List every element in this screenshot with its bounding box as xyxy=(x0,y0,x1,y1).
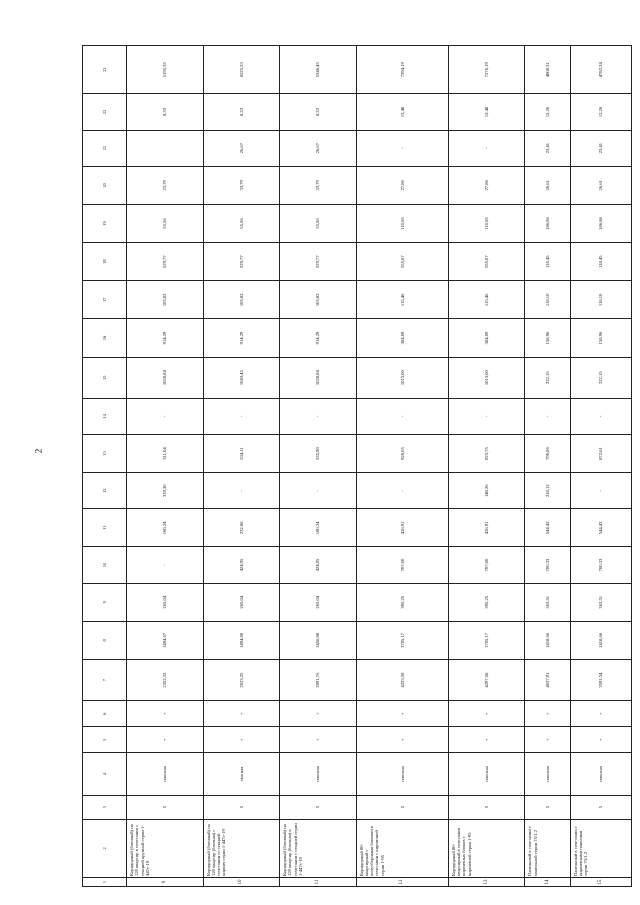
table-cell-c12: 319,36 xyxy=(126,473,203,509)
row-number: 12 xyxy=(356,877,448,886)
column-number: 21 xyxy=(83,130,127,166)
table-cell-c7: 4037,91 xyxy=(525,660,571,701)
column-number: 16 xyxy=(83,319,127,357)
table-cell-c17: 118,10 xyxy=(570,281,631,319)
table-cell-c18: 529,77 xyxy=(203,243,280,281)
table-cell-c21 xyxy=(126,130,203,166)
table-cell-c18: 118,45 xyxy=(570,243,631,281)
table-cell-c22: 8,33 xyxy=(126,94,203,130)
table-cell-c13: 534,11 xyxy=(203,434,280,472)
building-type-cell: Коридорный (блочный) на 120 квартир (блочная) в сочетании с секцией серии 1-447с-19 xyxy=(280,819,357,877)
row-number: 9 xyxy=(126,877,203,886)
table-cell-c4: скатная xyxy=(203,753,280,795)
table-cell-c9: 265,04 xyxy=(203,583,280,621)
table-row xyxy=(356,46,448,887)
table-cell-c20: 33,79 xyxy=(280,166,357,204)
table-cell-c6: + xyxy=(448,701,525,727)
column-number: 12 xyxy=(83,473,127,509)
column-number: 14 xyxy=(83,398,127,434)
table-cell-c18: 118,45 xyxy=(525,243,571,281)
table-cell-c15: 1043,45 xyxy=(203,357,280,398)
table-cell-c23: 7276,19 xyxy=(448,46,525,94)
table-cell-c21: 23,41 xyxy=(525,130,571,166)
table-cell-c18: 529,77 xyxy=(280,243,357,281)
column-number: 20 xyxy=(83,166,127,204)
column-number: 2 xyxy=(83,819,127,877)
table-cell-c4: плоская xyxy=(448,753,525,795)
table-cell-c20: 27,86 xyxy=(356,166,448,204)
table-cell-c19: 110,65 xyxy=(356,204,448,242)
column-number: 11 xyxy=(83,509,127,547)
table-cell-c12: - xyxy=(356,473,448,509)
column-number: 8 xyxy=(83,621,127,659)
table-cell-c9: 363,51 xyxy=(525,583,571,621)
table-cell-c16: 914,29 xyxy=(203,319,280,357)
table-cell-c23: 4808,31 xyxy=(525,46,571,94)
table-cell-c20: 26,61 xyxy=(525,166,571,204)
table-cell-c14: - xyxy=(280,398,357,434)
table-cell-c10: 700,33 xyxy=(525,547,571,583)
table-cell-c13: 928,05 xyxy=(356,434,448,472)
table-cell-c13: 790,86 xyxy=(525,434,571,472)
table-cell-c20: 26,61 xyxy=(570,166,631,204)
table-cell-c16: 914,29 xyxy=(126,319,203,357)
row-number: 14 xyxy=(525,877,571,886)
table-cell-c4: плоская xyxy=(126,753,203,795)
table-cell-c16: 158,96 xyxy=(525,319,571,357)
table-cell-c10: 424,95 xyxy=(203,547,280,583)
table-cell-c17: 103,82 xyxy=(203,281,280,319)
table-cell-c21: 26,67 xyxy=(203,130,280,166)
table-cell-c7: 2023,25 xyxy=(203,660,280,701)
building-type-cell: Коридорный (блочный) на 120 квартир (блочная) с сочетании со секцией кирпич серии 1-447с-19 xyxy=(203,819,280,877)
table-cell-c10: 424,95 xyxy=(280,547,357,583)
table-cell-c19: 55,56 xyxy=(126,204,203,242)
table-cell-c5: + xyxy=(126,727,203,753)
table-cell-c8: 1456,88 xyxy=(280,621,357,659)
table-cell-c8: 1705,17 xyxy=(356,621,448,659)
table-cell-c22: 8,33 xyxy=(280,94,357,130)
table-cell-c9: 395,25 xyxy=(448,583,525,621)
column-number: 5 xyxy=(83,727,127,753)
table-cell-c16: 914,29 xyxy=(280,319,357,357)
table-cell-c18: 529,77 xyxy=(126,243,203,281)
table-cell-c17: 115,46 xyxy=(356,281,448,319)
table-cell-c11: 232,86 xyxy=(203,509,280,547)
table-cell-c22: 13,48 xyxy=(356,94,448,130)
table-cell-c22: 12,26 xyxy=(570,94,631,130)
table-cell-c12: - xyxy=(280,473,357,509)
table-cell-c22: 12,26 xyxy=(525,94,571,130)
table-row xyxy=(126,46,203,887)
table-row xyxy=(570,46,631,887)
column-number: 19 xyxy=(83,204,127,242)
table-cell-c21: 26,67 xyxy=(280,130,357,166)
column-number: 10 xyxy=(83,547,127,583)
table-cell-c19: 186,86 xyxy=(570,204,631,242)
table-cell-c15: 222,15 xyxy=(525,357,571,398)
table-cell-c5: + xyxy=(356,727,448,753)
building-type-cell: Коридорный 80-квартирный с полусборными блоками в сочетании с кирпичной серии 1-95 xyxy=(356,819,448,877)
table-cell-c11: 544,43 xyxy=(525,509,571,547)
table-cell-c6: + xyxy=(570,701,631,727)
table-cell-c17: 115,46 xyxy=(448,281,525,319)
table-cell-c20: 33,79 xyxy=(203,166,280,204)
column-number: 4 xyxy=(83,753,127,795)
table-cell-c11: 544,43 xyxy=(570,509,631,547)
table-cell-c4: плоская xyxy=(570,753,631,795)
table-cell-c23: 6525,53 xyxy=(203,46,280,94)
building-type-cell: Панельный в сочетании с кирпичными панелями серии 75/1.2 xyxy=(570,819,631,877)
table-cell-c11: 426,91 xyxy=(448,509,525,547)
table-cell-c3: 5 xyxy=(356,795,448,819)
table-cell-c18: 555,07 xyxy=(356,243,448,281)
column-number: 18 xyxy=(83,243,127,281)
table-cell-c16: 384,09 xyxy=(448,319,525,357)
table-cell-c15: 1013,00 xyxy=(356,357,448,398)
table-cell-c14: - xyxy=(203,398,280,434)
table-wrapper xyxy=(82,45,632,887)
column-number: 13 xyxy=(83,434,127,472)
table-cell-c4: плоская xyxy=(525,753,571,795)
column-number: 9 xyxy=(83,583,127,621)
table-cell-c7: 3591,34 xyxy=(570,660,631,701)
table-cell-c12: 218,12 xyxy=(525,473,571,509)
column-number: 6 xyxy=(83,701,127,727)
table-cell-c18: 555,07 xyxy=(448,243,525,281)
table-cell-c16: 384,09 xyxy=(356,319,448,357)
table-cell-c14: - xyxy=(356,398,448,434)
table-cell-c17: 103,82 xyxy=(280,281,357,319)
table-cell-c11: 426,91 xyxy=(356,509,448,547)
table-cell-c20: 27,86 xyxy=(448,166,525,204)
page-number: 2 xyxy=(33,448,44,454)
table-cell-c19: 186,86 xyxy=(525,204,571,242)
building-type-cell: Коридорный (блочный) на 120 квартир в сочетании с секцией крупной серии 1-447с-19 xyxy=(126,819,203,877)
cost-table xyxy=(82,45,632,887)
table-row xyxy=(203,46,280,887)
table-cell-c13: 872,61 xyxy=(570,434,631,472)
column-number-row xyxy=(83,46,127,887)
row-number: 15 xyxy=(570,877,631,886)
table-cell-c13: 311,04 xyxy=(126,434,203,472)
table-cell-c14: - xyxy=(570,398,631,434)
column-number: 22 xyxy=(83,94,127,130)
table-cell-c5: + xyxy=(203,727,280,753)
table-cell-c7: 2352,33 xyxy=(126,660,203,701)
table-cell-c12: - xyxy=(203,473,280,509)
table-cell-c4: плоская xyxy=(356,753,448,795)
table-cell-c6: + xyxy=(203,701,280,727)
table-cell-c13: 535,90 xyxy=(280,434,357,472)
table-cell-c6: + xyxy=(525,701,571,727)
table-cell-c3: 5 xyxy=(448,795,525,819)
table-row xyxy=(525,46,571,887)
table-cell-c13: 823,75 xyxy=(448,434,525,472)
table-cell-c6: + xyxy=(356,701,448,727)
table-cell-c16: 158,96 xyxy=(570,319,631,357)
table-cell-c9: 363,51 xyxy=(570,583,631,621)
table-cell-c10: - xyxy=(126,547,203,583)
table-cell-c3: 5 xyxy=(126,795,203,819)
column-number: 15 xyxy=(83,357,127,398)
table-cell-c3: 5 xyxy=(525,795,571,819)
table-cell-c3: 5 xyxy=(203,795,280,819)
table-cell-c15: 1013,00 xyxy=(448,357,525,398)
table-cell-c11: 180,24 xyxy=(280,509,357,547)
table-cell-c10: 707,00 xyxy=(448,547,525,583)
table-cell-c21: - xyxy=(448,130,525,166)
table-cell-c7: 4325,58 xyxy=(356,660,448,701)
table-cell-c21: 23,41 xyxy=(570,130,631,166)
table-cell-c12: - xyxy=(570,473,631,509)
table-cell-c22: 8,33 xyxy=(203,94,280,130)
table-cell-c4: плоская xyxy=(280,753,357,795)
table-cell-c5: + xyxy=(448,727,525,753)
table-cell-c8: 1418,66 xyxy=(525,621,571,659)
table-cell-c5: + xyxy=(525,727,571,753)
column-number: 3 xyxy=(83,795,127,819)
table-cell-c9: 265,04 xyxy=(280,583,357,621)
table-cell-c6: + xyxy=(280,701,357,727)
column-number: 7 xyxy=(83,660,127,701)
table-cell-c12: 148,26 xyxy=(448,473,525,509)
table-cell-c14: - xyxy=(126,398,203,434)
table-cell-c14: - xyxy=(448,398,525,434)
table-cell-c23: 5195,35 xyxy=(126,46,203,94)
table-cell-c17: 118,10 xyxy=(525,281,571,319)
table-cell-c8: 1494,88 xyxy=(203,621,280,659)
table-cell-c11: 180,24 xyxy=(126,509,203,547)
column-number: 23 xyxy=(83,46,127,94)
table-cell-c8: 1494,67 xyxy=(126,621,203,659)
table-row xyxy=(448,46,525,887)
table-cell-c22: 13,48 xyxy=(448,94,525,130)
building-type-cell: Панельный в сочетании с панельной серии 75/1.2 xyxy=(525,819,571,877)
table-cell-c10: 707,00 xyxy=(356,547,448,583)
table-cell-c23: 7294,19 xyxy=(356,46,448,94)
table-cell-c6: + xyxy=(126,701,203,727)
column-number: 17 xyxy=(83,281,127,319)
table-cell-c14: - xyxy=(525,398,571,434)
table-cell-c5: + xyxy=(570,727,631,753)
table-cell-c23: 4782,34 xyxy=(570,46,631,94)
table-row xyxy=(280,46,357,887)
table-cell-c8: 1705,17 xyxy=(448,621,525,659)
table-cell-c23: 5346,45 xyxy=(280,46,357,94)
table-cell-c15: 1028,84 xyxy=(126,357,203,398)
row-number: 13 xyxy=(448,877,525,886)
row-number: 11 xyxy=(280,877,357,886)
table-cell-c21: - xyxy=(356,130,448,166)
table-cell-c9: 395,25 xyxy=(356,583,448,621)
table-cell-c7: 4297,58 xyxy=(448,660,525,701)
table-cell-c10: 700,33 xyxy=(570,547,631,583)
rotated-table-container xyxy=(82,45,632,887)
table-cell-c20: 23,79 xyxy=(126,166,203,204)
table-cell-c19: 55,56 xyxy=(203,204,280,242)
table-cell-c19: 110,65 xyxy=(448,204,525,242)
building-type-cell: Коридорный 80-квартирный в сочетании кирпичных блоков с кирпичной серии 1-95 xyxy=(448,819,525,877)
table-cell-c15: 222,15 xyxy=(570,357,631,398)
column-number: 1 xyxy=(83,877,127,886)
table-cell-c15: 1028,84 xyxy=(280,357,357,398)
table-cell-c19: 55,56 xyxy=(280,204,357,242)
table-cell-c3: 5 xyxy=(570,795,631,819)
table-cell-c8: 1418,66 xyxy=(570,621,631,659)
table-body xyxy=(126,46,631,887)
table-cell-c9: 265,04 xyxy=(126,583,203,621)
table-cell-c5: + xyxy=(280,727,357,753)
table-cell-c3: 5 xyxy=(280,795,357,819)
table-cell-c17: 103,82 xyxy=(126,281,203,319)
table-cell-c7: 2091,76 xyxy=(280,660,357,701)
row-number: 10 xyxy=(203,877,280,886)
